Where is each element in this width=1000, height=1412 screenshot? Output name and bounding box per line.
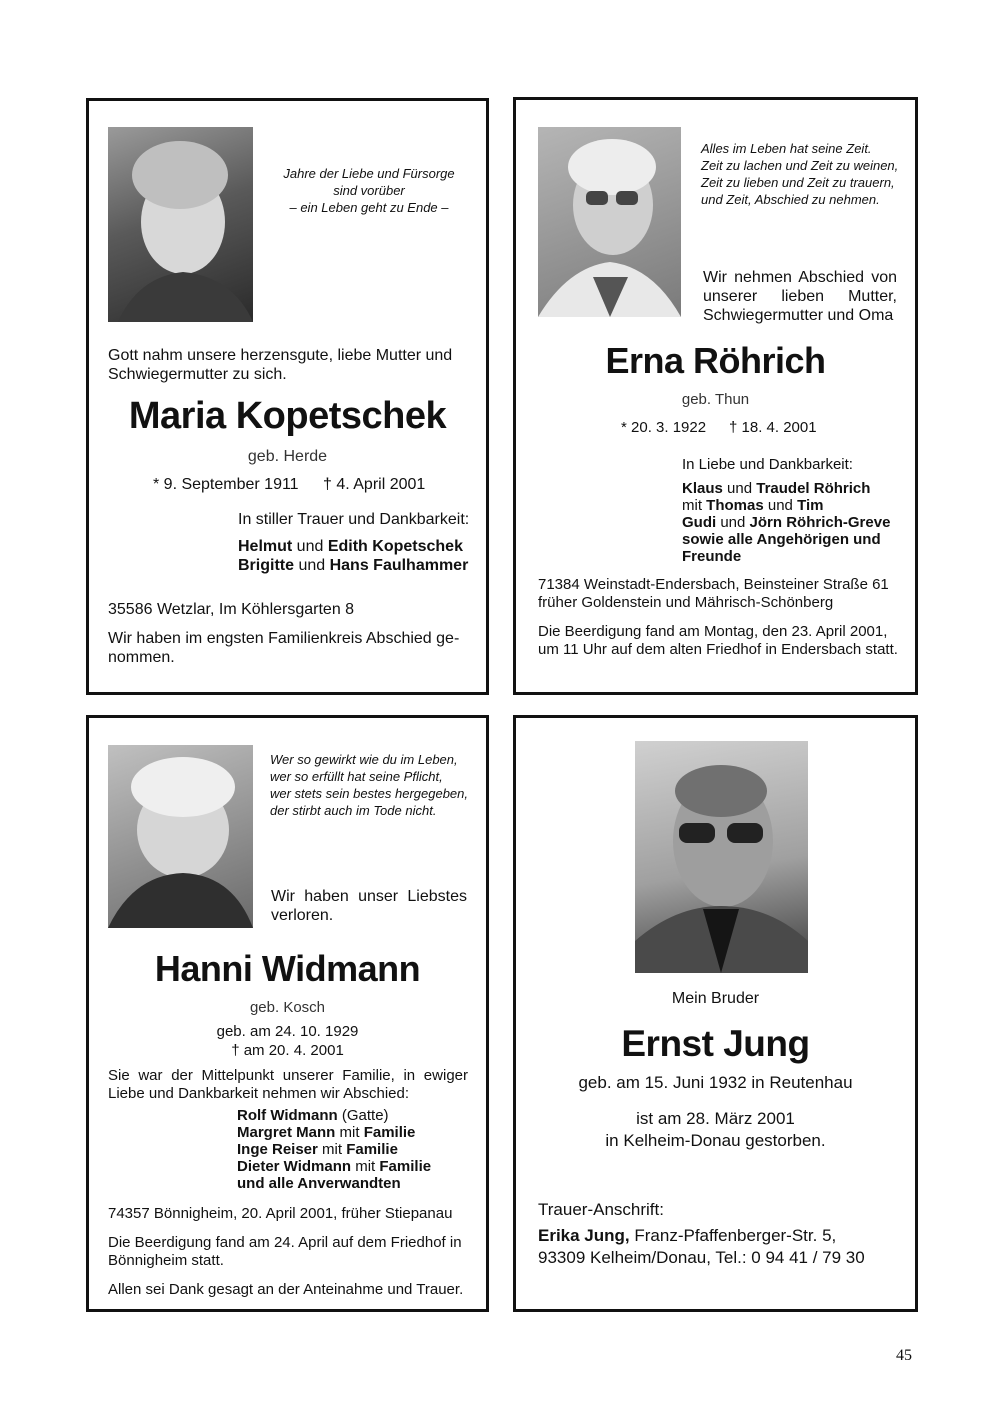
intro-text — [703, 268, 897, 325]
death-text — [516, 1108, 915, 1152]
obituary-notice-erna-roehrich — [513, 97, 918, 695]
intro-line: Wir haben unser Liebstes — [271, 888, 467, 905]
poem-line: Zeit zu lachen und Zeit zu weinen, — [701, 158, 899, 173]
portrait-photo — [635, 741, 808, 973]
intro-text — [108, 346, 478, 384]
signer-name: Familie — [363, 1124, 416, 1141]
intro-line: Schwiegermutter und Oma — [703, 307, 894, 324]
signer-joiner: mit — [351, 1158, 380, 1175]
signer-joiner: und — [722, 480, 757, 497]
death-line: in Kelheim-Donau gestorben. — [605, 1131, 826, 1150]
signer-joiner: und — [292, 538, 328, 555]
funeral-line: Bönnigheim statt. — [108, 1252, 224, 1269]
signer-line — [682, 480, 890, 497]
intro-line: Wir nehmen Abschied von — [703, 269, 897, 286]
death-line: ist am 28. März 2001 — [636, 1109, 795, 1128]
page-number: 45 — [896, 1347, 912, 1364]
signer-line — [682, 514, 890, 531]
signer-line: und alle Anverwandten — [237, 1175, 401, 1192]
signer-name: Gudi — [682, 514, 717, 531]
closing-line: um 11 Uhr auf dem alten Friedhof in Endersbach statt. — [538, 641, 898, 658]
poem-line: wer stets sein bestes hergegeben, — [270, 786, 469, 801]
portrait-silhouette-icon — [538, 127, 681, 317]
signer-joiner: mit — [335, 1124, 364, 1141]
portrait-photo — [108, 745, 253, 928]
signer-line — [682, 497, 890, 514]
closing-line: Wir haben im engsten Familienkreis Abschied ge- — [108, 630, 460, 647]
closing-line: nommen. — [108, 649, 175, 666]
signer-joiner: mit — [682, 497, 707, 514]
death-date: † 18. 4. 2001 — [729, 419, 817, 436]
funeral-line: Die Beerdigung fand am 24. April auf dem Friedhof in — [108, 1234, 462, 1251]
birth-date: * 20. 3. 1922 — [621, 419, 707, 436]
signer-line: Freunde — [682, 548, 742, 565]
poem-line: – ein Leben geht zu Ende – — [289, 200, 449, 215]
address-name: Erika Jung, — [538, 1226, 630, 1245]
signer-name: Jörn Röhrich-Greve — [749, 514, 891, 531]
poem-line: Wer so gewirkt wie du im Leben, — [270, 752, 458, 767]
signer-line — [237, 1107, 431, 1124]
portrait-photo — [538, 127, 681, 317]
signers — [682, 480, 890, 565]
portrait-silhouette-icon — [108, 127, 253, 322]
signer-joiner: und — [294, 557, 330, 574]
signer-line — [237, 1158, 431, 1175]
address: 35586 Wetzlar, Im Köhlersgarten 8 — [108, 601, 355, 618]
address-line: 71384 Weinstadt-Endersbach, Beinsteiner Straße 61 — [538, 576, 889, 593]
closing-text: Allen sei Dank gesagt an der Anteinahme und Trauer. — [108, 1281, 464, 1298]
signer-line — [237, 1141, 431, 1158]
address — [538, 576, 889, 612]
deceased-name: Ernst Jung — [621, 1023, 810, 1064]
mourning-address — [538, 1225, 865, 1269]
family-text-line: Sie war der Mittelpunkt unserer Familie, in ewiger — [108, 1067, 468, 1084]
signer-name: Familie — [379, 1158, 432, 1175]
intro-line: verloren. — [271, 907, 334, 924]
signer-name: Helmut — [238, 538, 293, 555]
family-text-line: Liebe und Dankbarkeit nehmen wir Abschied: — [108, 1085, 410, 1102]
signer-name: Rolf Widmann — [237, 1107, 338, 1124]
signer-name: Traudel Röhrich — [756, 480, 871, 497]
signer-joiner: und — [763, 497, 798, 514]
poem — [259, 165, 479, 216]
signer-name: Edith Kopetschek — [327, 538, 463, 555]
portrait-silhouette-icon — [635, 741, 808, 973]
signer-name: Klaus — [682, 480, 723, 497]
obituary-notice-maria-kopetschek — [86, 98, 489, 695]
birth-date: * 9. September 1911 — [153, 476, 299, 493]
signer-joiner: und — [716, 514, 750, 531]
birth-date: geb. am 15. Juni 1932 in Reutenhau — [578, 1073, 853, 1092]
signer-joiner: (Gatte) — [337, 1107, 389, 1124]
address: 74357 Bönnigheim, 20. April 2001, früher Stiepanau — [108, 1205, 453, 1222]
portrait-photo — [108, 127, 253, 322]
maiden-name: geb. Herde — [247, 448, 328, 465]
closing-text — [538, 623, 898, 659]
address-line — [538, 1225, 865, 1247]
maiden-name: geb. Kosch — [249, 999, 326, 1016]
deceased-name: Erna Röhrich — [605, 340, 826, 381]
birth-date: geb. am 24. 10. 1929 — [216, 1023, 359, 1040]
poem-line: Alles im Leben hat seine Zeit. — [701, 141, 872, 156]
obituary-notice-hanni-widmann — [86, 715, 489, 1312]
signers — [238, 537, 468, 575]
mourning-line: In Liebe und Dankbarkeit: — [682, 456, 853, 473]
intro-line: unserer lieben Mutter, — [703, 288, 897, 305]
signer-line: sowie alle Angehörigen und — [682, 531, 881, 548]
poem-line: Zeit zu lieben und Zeit zu trauern, — [701, 175, 895, 190]
poem-line: und Zeit, Abschied zu nehmen. — [701, 192, 880, 207]
intro-text — [271, 887, 467, 925]
signer-name: Inge Reiser — [237, 1141, 318, 1158]
signers — [237, 1107, 431, 1192]
family-text — [108, 1067, 468, 1103]
poem-line: sind vorüber — [333, 183, 405, 198]
poem — [701, 140, 911, 208]
signer-name: Dieter Widmann — [237, 1158, 352, 1175]
address-line: früher Goldenstein und Mährisch-Schönberg — [538, 594, 834, 611]
address-label: Trauer-Anschrift: — [538, 1200, 664, 1219]
signer-name: Thomas — [706, 497, 764, 514]
signer-name: Tim — [797, 497, 824, 514]
closing-line: Die Beerdigung fand am Montag, den 23. April 2001, — [538, 623, 888, 640]
signer-line — [238, 537, 468, 556]
funeral-text — [108, 1234, 462, 1270]
poem-line: Jahre der Liebe und Fürsorge — [283, 166, 455, 181]
death-date: † 4. April 2001 — [323, 476, 426, 493]
intro-line: Schwiegermutter zu sich. — [108, 366, 287, 383]
signer-line — [238, 556, 468, 575]
address-street: Franz-Pfaffenberger-Str. 5, — [629, 1226, 837, 1245]
closing-text — [108, 629, 478, 667]
poem — [270, 751, 485, 819]
intro-line: Gott nahm unsere herzensgute, liebe Mutter und — [108, 347, 453, 364]
signer-name: Hans Faulhammer — [329, 557, 469, 574]
portrait-silhouette-icon — [108, 745, 253, 928]
signer-name: Brigitte — [238, 557, 294, 574]
death-date: † am 20. 4. 2001 — [231, 1042, 344, 1059]
poem-line: der stirbt auch im Tode nicht. — [270, 803, 437, 818]
maiden-name: geb. Thun — [681, 391, 750, 408]
signer-name: Familie — [346, 1141, 398, 1158]
poem-line: wer so erfüllt hat seine Pflicht, — [270, 769, 443, 784]
signer-name: Margret Mann — [237, 1124, 336, 1141]
obituary-notice-ernst-jung — [513, 715, 918, 1312]
signer-line — [237, 1124, 431, 1141]
deceased-name: Maria Kopetschek — [128, 395, 447, 437]
address-line: 93309 Kelheim/Donau, Tel.: 0 94 41 / 79 30 — [538, 1248, 865, 1267]
mourning-line: In stiller Trauer und Dankbarkeit: — [238, 511, 470, 528]
signer-joiner: mit — [317, 1141, 347, 1158]
deceased-name: Hanni Widmann — [154, 948, 421, 989]
intro-text: Mein Bruder — [671, 990, 760, 1007]
